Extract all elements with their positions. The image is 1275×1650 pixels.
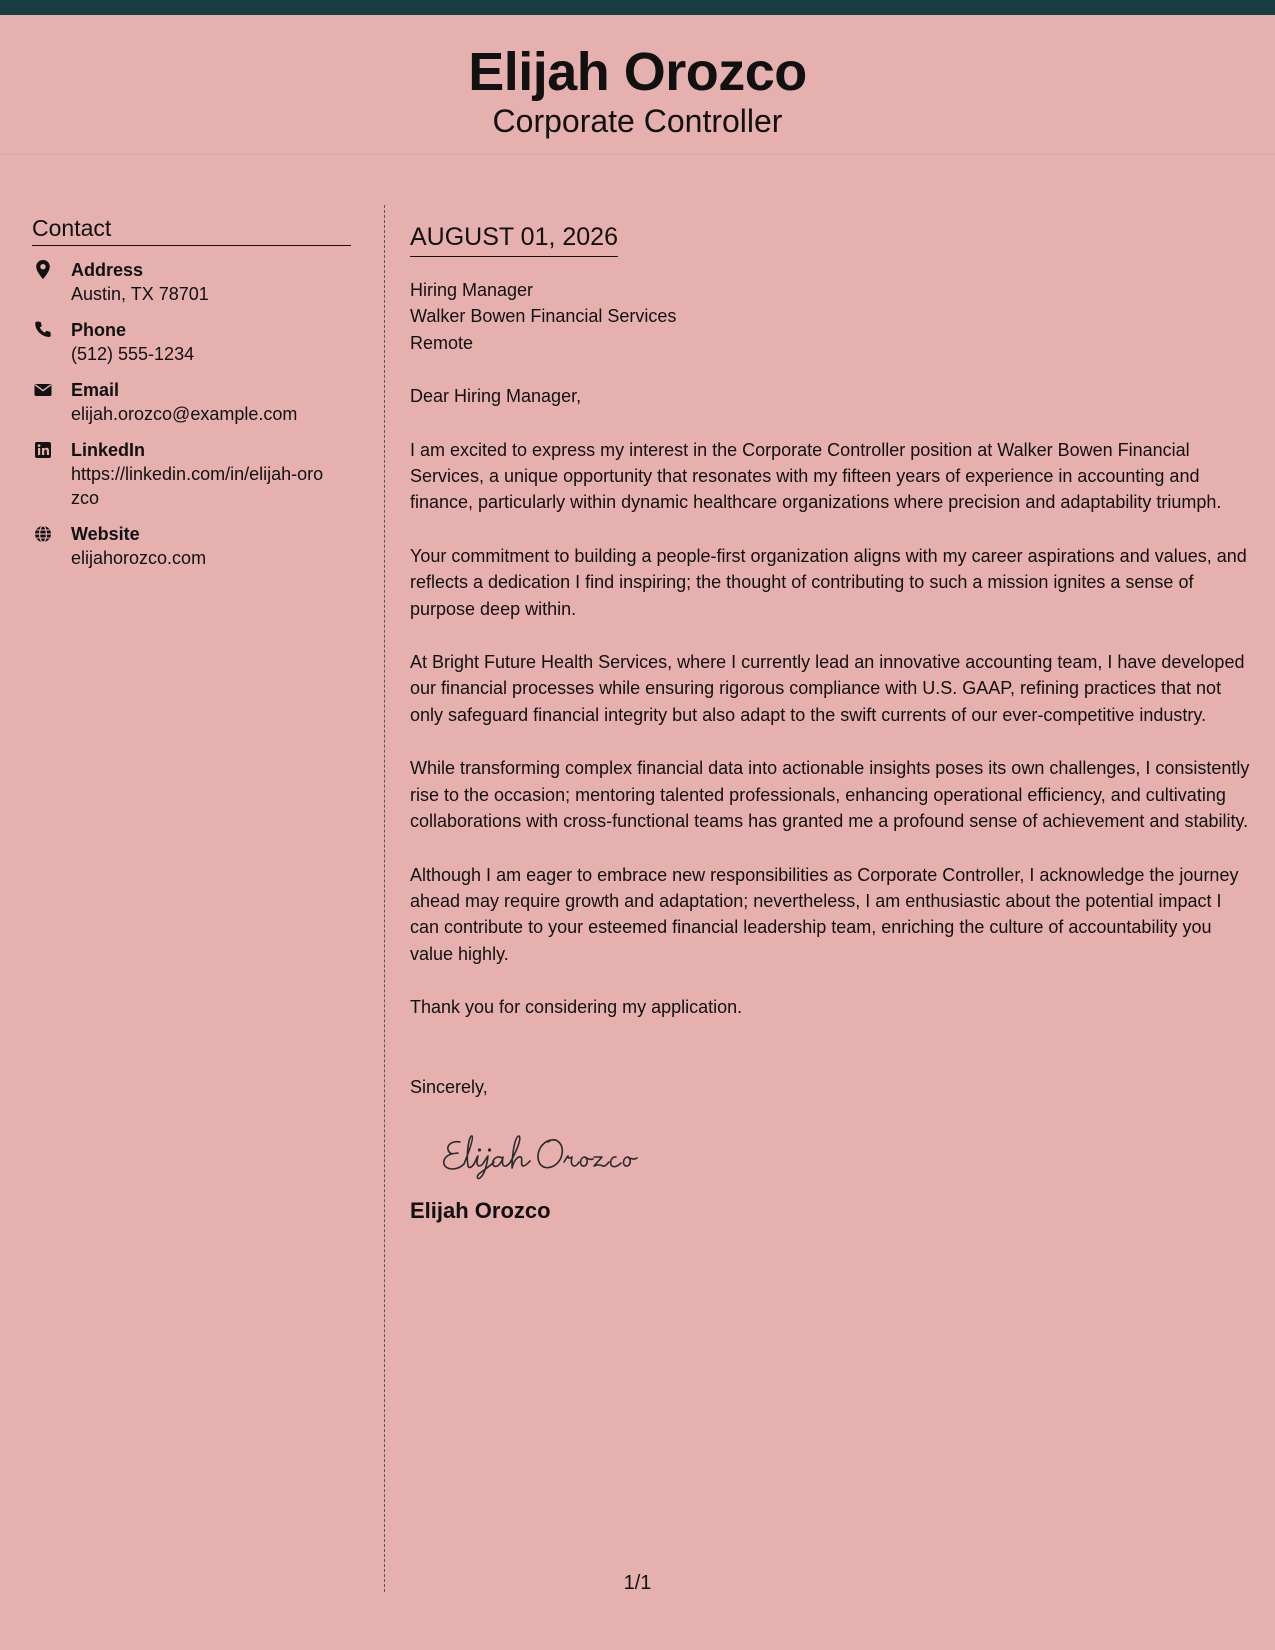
- linkedin-icon: [34, 440, 52, 460]
- contact-item-phone: [32, 318, 351, 366]
- recipient-title: Hiring Manager: [410, 280, 534, 300]
- recipient-location: Remote: [410, 332, 474, 353]
- resume-header: [0, 15, 1275, 155]
- contact-label: Website: [71, 523, 140, 544]
- applicant-title: Corporate Controller: [492, 103, 783, 139]
- column-divider: [384, 205, 385, 1592]
- contact-label: Phone: [71, 319, 127, 340]
- letter-body: [410, 222, 1250, 1224]
- header-divider: [0, 154, 1275, 155]
- recipient-block: [410, 277, 1250, 356]
- letter-paragraph: Although I am eager to embrace new responsibilities as Corporate Controller, I acknowledge the journey ahead may require growth and adaptation; nevertheless, I am enthusiastic about the potential impact I can contribute to your esteemed financial leadership team, enriching the culture of accountability you value highly.: [410, 864, 1239, 964]
- phone-value: (512) 555-1234: [71, 343, 195, 364]
- contact-item-email: [32, 378, 351, 426]
- contact-heading: Contact: [32, 215, 351, 246]
- letter-paragraph: At Bright Future Health Services, where I currently lead an innovative accounting team, I have developed our financial processes while ensuring rigorous compliance with U.S. GAAP, refining practices that not only safeguard financial integrity but also adapt to the swift currents of our ever-competitive industry.: [410, 652, 1245, 725]
- map-pin-icon: [34, 260, 52, 280]
- address-value: Austin, TX 78701: [71, 283, 209, 304]
- contact-label: Address: [71, 259, 144, 280]
- applicant-name: Elijah Orozco: [468, 42, 807, 102]
- letter-paragraph: While transforming complex financial data into actionable insights poses its own challenges, I consistently rise to the occasion; mentoring talented professionals, enhancing operational efficiency, and cultivating collaborations with cross-functional teams has granted me a profound sense of achievement and stability.: [410, 758, 1250, 832]
- envelope-icon: [34, 380, 52, 400]
- letter-paragraph: Thank you for considering my application.: [410, 997, 743, 1018]
- page-number: 1/1: [623, 1572, 652, 1594]
- contact-sidebar: [32, 215, 351, 570]
- contact-item-address: [32, 258, 351, 306]
- letter-paragraph: Your commitment to building a people-first organization aligns with my career aspirations and values, and reflects a dedication I find inspiring; the thought of contributing to such a mission ignites a sense of purpose deep within.: [410, 545, 1247, 619]
- contact-item-linkedin: [32, 438, 351, 510]
- handwritten-signature: [438, 1124, 1250, 1184]
- website-value[interactable]: elijahorozco.com: [71, 547, 207, 568]
- contact-item-website: [32, 522, 351, 570]
- top-accent-bar: [0, 0, 1275, 15]
- linkedin-value[interactable]: https://linkedin.com/in/elijah-orozco: [71, 463, 324, 508]
- phone-icon: [34, 320, 52, 340]
- globe-icon: [34, 524, 52, 544]
- letter-greeting: Dear Hiring Manager,: [410, 386, 582, 407]
- recipient-company: Walker Bowen Financial Services: [410, 306, 677, 327]
- letter-paragraph: I am excited to express my interest in the Corporate Controller position at Walker Bowen Financial Services, a unique opportunity that resonates with my fifteen years of experience in accounting and finance, particularly within dynamic healthcare organizations where precision and adaptability triumph.: [410, 439, 1222, 513]
- email-value[interactable]: elijah.orozco@example.com: [71, 403, 298, 424]
- signer-name: Elijah Orozco: [410, 1197, 551, 1223]
- contact-label: Email: [71, 379, 120, 400]
- letter-date: AUGUST 01, 2026: [410, 222, 618, 257]
- letter-closing: Sincerely,: [410, 1076, 488, 1097]
- signature-image: [438, 1124, 658, 1184]
- contact-label: LinkedIn: [71, 439, 146, 460]
